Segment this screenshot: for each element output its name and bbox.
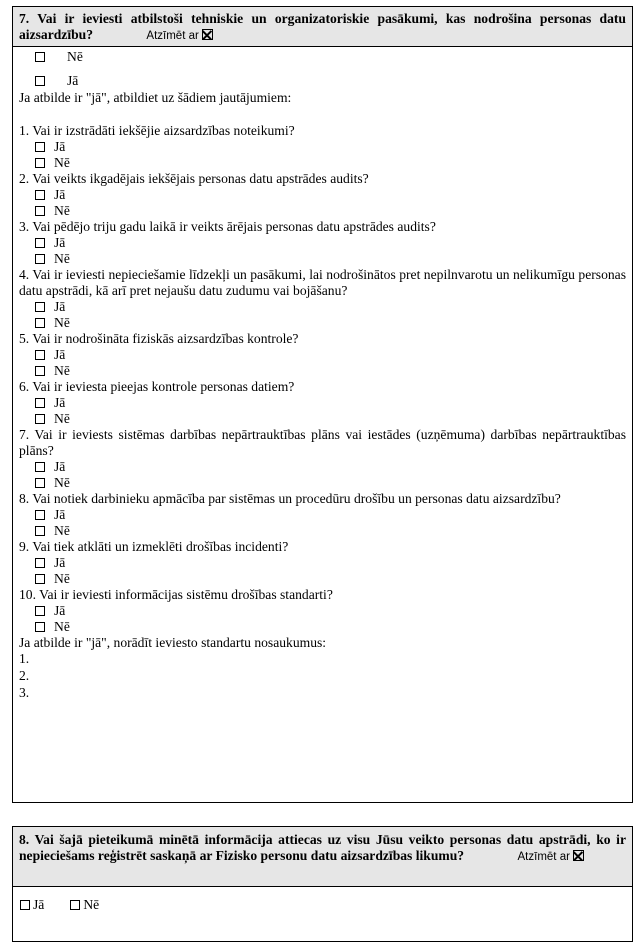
section-7-content	[13, 49, 632, 701]
question-9-option-yes-label: Jā	[54, 555, 66, 570]
standards-line-1[interactable]: 1.	[19, 651, 30, 666]
question-7-option-no-label: Nē	[54, 475, 70, 490]
question-9-option-no[interactable]	[19, 571, 626, 587]
checkbox-q2-no[interactable]	[35, 206, 45, 216]
question-8-option-yes[interactable]	[19, 507, 626, 523]
question-2-option-no-label: Nē	[54, 203, 70, 218]
question-5-option-yes-label: Jā	[54, 347, 66, 362]
section-8-box	[12, 826, 633, 942]
question-7: 7. Vai ir ieviests sistēmas darbības nepārtrauktības plāns vai iestādes (uzņēmuma) darbības nepārtrauktības plāns?	[19, 427, 626, 458]
question-6-option-yes[interactable]	[19, 395, 626, 411]
checked-box-icon	[202, 29, 213, 40]
question-5-option-no-label: Nē	[54, 363, 70, 378]
main-option-no[interactable]	[19, 49, 626, 65]
mark-hint	[146, 30, 212, 42]
question-9-option-yes[interactable]	[19, 555, 626, 571]
question-8-option-no[interactable]	[19, 523, 626, 539]
question-4-option-yes[interactable]	[19, 299, 626, 315]
question-2: 2. Vai veikts ikgadējais iekšējais personas datu apstrādes audits?	[19, 171, 369, 186]
question-6-option-no-label: Nē	[54, 411, 70, 426]
question-1-option-no[interactable]	[19, 155, 626, 171]
mark-hint-8-label: Atzīmēt ar	[517, 851, 570, 863]
question-1: 1. Vai ir izstrādāti iekšējie aizsardzības noteikumi?	[19, 123, 295, 138]
checkbox-q7-yes[interactable]	[35, 462, 45, 472]
checkbox-q1-no[interactable]	[35, 158, 45, 168]
question-3: 3. Vai pēdējo triju gadu laikā ir veikts ārējais personas datu apstrādes audits?	[19, 219, 436, 234]
question-8-option-no-label: Nē	[54, 523, 70, 538]
question-5: 5. Vai ir nodrošināta fiziskās aizsardzības kontrole?	[19, 331, 299, 346]
question-7-option-yes[interactable]	[19, 459, 626, 475]
checkbox-q3-yes[interactable]	[35, 238, 45, 248]
checkbox-section8-yes[interactable]	[20, 900, 30, 910]
question-4-option-yes-label: Jā	[54, 299, 66, 314]
question-4-option-no-label: Nē	[54, 315, 70, 330]
checkbox-q8-no[interactable]	[35, 526, 45, 536]
question-4-option-no[interactable]	[19, 315, 626, 331]
question-8-option-yes-label: Jā	[54, 507, 66, 522]
question-2-option-yes-label: Jā	[54, 187, 66, 202]
checkbox-q2-yes[interactable]	[35, 190, 45, 200]
question-10-option-no[interactable]	[19, 619, 626, 635]
question-9: 9. Vai tiek atklāti un izmeklēti drošības incidenti?	[19, 539, 289, 554]
checkbox-q7-no[interactable]	[35, 478, 45, 488]
question-3-option-yes-label: Jā	[54, 235, 66, 250]
question-8: 8. Vai notiek darbinieku apmācība par sistēmas un procedūru drošību un personas datu aizsardzību?	[19, 491, 561, 506]
checkbox-q10-yes[interactable]	[35, 606, 45, 616]
section-8-options	[13, 887, 632, 913]
checkbox-main-yes[interactable]	[35, 76, 45, 86]
mark-hint-8	[518, 851, 584, 863]
question-2-option-no[interactable]	[19, 203, 626, 219]
checkbox-main-no[interactable]	[35, 52, 45, 62]
standards-line-2[interactable]: 2.	[19, 668, 30, 683]
question-10-option-yes-label: Jā	[54, 603, 66, 618]
question-9-option-no-label: Nē	[54, 571, 70, 586]
mark-hint-label: Atzīmēt ar	[146, 30, 199, 42]
question-1-option-yes-label: Jā	[54, 139, 66, 154]
question-10-option-yes[interactable]	[19, 603, 626, 619]
question-6-option-no[interactable]	[19, 411, 626, 427]
checkbox-q5-no[interactable]	[35, 366, 45, 376]
main-option-yes[interactable]	[19, 73, 626, 89]
checkbox-q8-yes[interactable]	[35, 510, 45, 520]
standards-line-3[interactable]: 3.	[19, 685, 30, 700]
question-7-option-yes-label: Jā	[54, 459, 66, 474]
question-1-option-yes[interactable]	[19, 139, 626, 155]
checkbox-q5-yes[interactable]	[35, 350, 45, 360]
questions-list	[19, 123, 626, 635]
section-7-box	[12, 6, 633, 803]
checkbox-q1-yes[interactable]	[35, 142, 45, 152]
checkbox-q10-no[interactable]	[35, 622, 45, 632]
section-8-heading: 8. Vai šajā pieteikumā minētā informācija attiecas uz visu Jūsu veikto personas datu apstrādi, ko ir nepieciešams reģistrēt saskaņā ar Fizisko personu datu aizsardzības likumu?	[19, 832, 626, 863]
checkbox-q9-no[interactable]	[35, 574, 45, 584]
section8-yes-label: Jā	[33, 897, 45, 912]
checkbox-q4-yes[interactable]	[35, 302, 45, 312]
question-6-option-yes-label: Jā	[54, 395, 66, 410]
checkbox-q3-no[interactable]	[35, 254, 45, 264]
question-3-option-yes[interactable]	[19, 235, 626, 251]
section-7-header	[13, 7, 632, 47]
question-10-option-no-label: Nē	[54, 619, 70, 634]
checkbox-q9-yes[interactable]	[35, 558, 45, 568]
question-6: 6. Vai ir ieviesta pieejas kontrole personas datiem?	[19, 379, 295, 394]
checkbox-section8-no[interactable]	[70, 900, 80, 910]
main-option-no-label: Nē	[67, 49, 83, 64]
main-option-yes-label: Jā	[67, 73, 79, 88]
question-5-option-no[interactable]	[19, 363, 626, 379]
question-3-option-no-label: Nē	[54, 251, 70, 266]
if-yes-instruction: Ja atbilde ir "jā", atbildiet uz šādiem jautājumiem:	[19, 90, 292, 105]
section8-no-label: Nē	[83, 897, 100, 912]
checkbox-q6-yes[interactable]	[35, 398, 45, 408]
checkbox-q6-no[interactable]	[35, 414, 45, 424]
question-10: 10. Vai ir ieviesti informācijas sistēmu drošības standarti?	[19, 587, 333, 602]
question-2-option-yes[interactable]	[19, 187, 626, 203]
section-8-header	[13, 827, 632, 887]
question-1-option-no-label: Nē	[54, 155, 70, 170]
question-5-option-yes[interactable]	[19, 347, 626, 363]
checkbox-q4-no[interactable]	[35, 318, 45, 328]
question-3-option-no[interactable]	[19, 251, 626, 267]
section-7-heading: 7. Vai ir ieviesti atbilstoši tehniskie un organizatoriskie pasākumi, kas nodrošina personas datu aizsardzību?	[19, 11, 626, 42]
checked-box-icon	[573, 850, 584, 861]
question-4: 4. Vai ir ieviesti nepieciešamie līdzekļi un pasākumi, lai nodrošinātos pret nepilnvarotu un nelikumīgu personas datu apstrādi, kā arī pret nejaušu datu zudumu vai bojāšanu?	[19, 267, 626, 298]
standards-prompt: Ja atbilde ir "jā", norādīt ieviesto standartu nosaukumus:	[19, 635, 327, 650]
question-7-option-no[interactable]	[19, 475, 626, 491]
